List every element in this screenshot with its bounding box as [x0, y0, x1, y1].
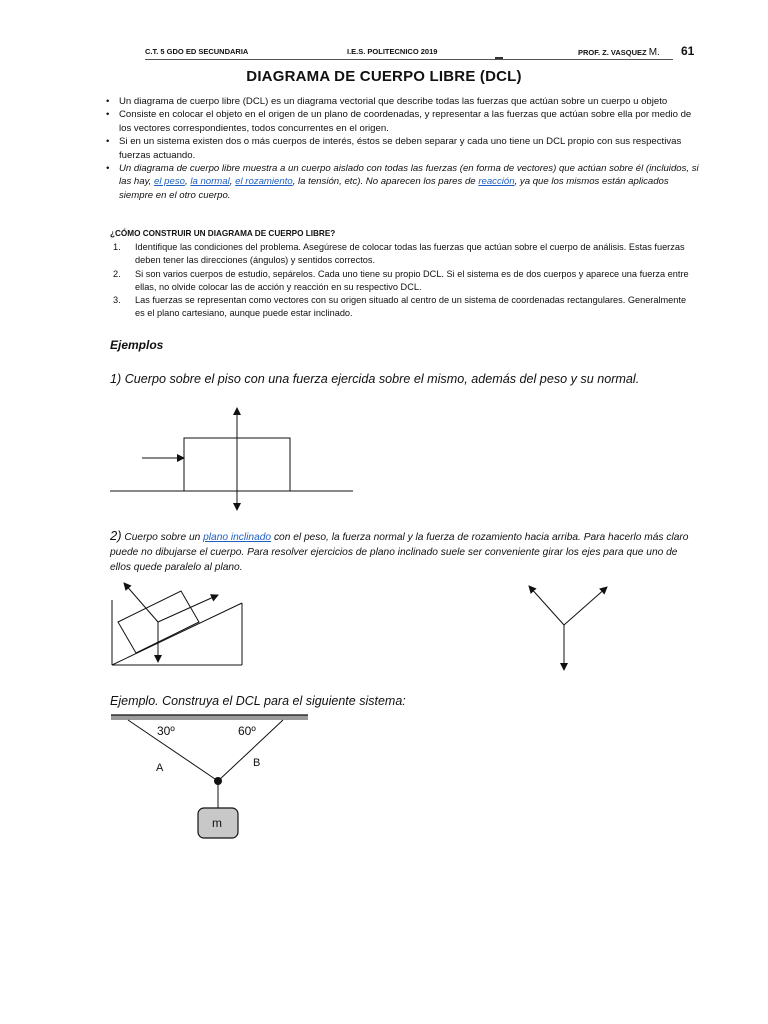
- incline-surface: [112, 603, 242, 665]
- example-2-part: con el peso, la fuerza normal y la fuerza de rozamiento hacia arriba. Para hacerlo más claro puede no dibujarse el cuerpo. Para resolver ejercicios de plano inclinado suele ser conveniente girar los ejes para que uno de ellos quede paralelo al plano.: [110, 532, 689, 573]
- ceiling: [111, 715, 308, 720]
- header-institute: I.E.S. POLITECNICO 2019: [347, 47, 438, 56]
- link-reaccion[interactable]: reacción: [478, 176, 515, 188]
- angle-b-label: 60º: [238, 724, 256, 738]
- bullet-text: Un diagrama de cuerpo libre muestra a un cuerpo aislado con todas las fuerzas (en forma de vectores) que actúan sobre él (incluidos, si las hay,: [119, 163, 699, 188]
- examples-heading: Ejemplos: [110, 338, 164, 352]
- page-title: DIAGRAMA DE CUERPO LIBRE (DCL): [246, 68, 522, 85]
- header-teacher-initial: M.: [648, 47, 660, 58]
- knot: [214, 777, 222, 785]
- figure-fbd-axes: [529, 586, 607, 670]
- figure-suspended-mass: [111, 715, 308, 838]
- link-la-normal[interactable]: la normal: [190, 176, 230, 188]
- angle-a-label: 30º: [157, 724, 175, 738]
- link-el-rozamiento[interactable]: el rozamiento: [235, 176, 293, 188]
- page-number: 61: [681, 44, 695, 58]
- header-school: C.T. 5 GDO ED SECUNDARIA: [145, 47, 249, 56]
- example-2-number: 2): [110, 528, 122, 543]
- example-3-text: Ejemplo. Construya el DCL para el siguiente sistema:: [110, 694, 406, 708]
- bullet-item: • Consiste en colocar el objeto en el origen de un plano de coordenadas, y representar a las fuerzas que actúan sobre ella por medio de los vectores correspondientes, todos concurrentes en el origen.: [110, 108, 700, 135]
- link-plano-inclinado[interactable]: plano inclinado: [203, 532, 272, 543]
- bullet-text: , la tensión, etc). No aparecen los pares de: [292, 176, 479, 188]
- rope-b-label: B: [253, 757, 261, 769]
- header-teacher-name: PROF. Z. VASQUEZ: [578, 48, 647, 57]
- friction-arrow: [158, 595, 218, 622]
- mass-label: m: [212, 816, 222, 830]
- how-to-heading: ¿CÓMO CONSTRUIR UN DIAGRAMA DE CUERPO LIBRE?: [110, 229, 336, 238]
- step-text: Si son varios cuerpos de estudio, sepárelos. Cada uno tiene su propio DCL. Si el sistema es de dos cuerpos y aparece una fuerza entre ellas, no olvide colocar las de acción y reacción en su respectivo DCL.: [135, 268, 689, 292]
- step-text: Identifique las condiciones del problema. Asegúrese de colocar todas las fuerzas que actúan sobre el cuerpo de análisis. Estas fuerzas deben tener las direcciones (ángulos) y sentidos correctos.: [135, 242, 685, 266]
- figure-inclined-plane: [112, 583, 242, 665]
- separator: ,: [184, 176, 191, 188]
- bullet-item: • Un diagrama de cuerpo libre (DCL) es un diagrama vectorial que describe todas las fuerzas que actúan sobre un cuerpo u objeto: [110, 95, 700, 108]
- normal-vector-arrow: [529, 586, 564, 625]
- friction-vector-arrow: [564, 587, 607, 625]
- bullet-item: • Si en un sistema existen dos o más cuerpos de interés, éstos se deben separar y cada uno tiene un DCL propio con sus respectivas fuerzas actuando.: [110, 135, 700, 162]
- example-2-part: Cuerpo sobre un: [121, 532, 204, 543]
- figure-block-on-floor: [110, 408, 353, 510]
- rope-a-label: A: [156, 762, 164, 774]
- bullet-text: , ya que los mismos están aplicados siempre en el otro cuerpo.: [119, 176, 669, 201]
- step-number: 1.: [113, 242, 121, 252]
- link-el-peso[interactable]: el peso: [154, 176, 185, 188]
- separator: ,: [229, 176, 236, 188]
- step-text: Las fuerzas se representan como vectores con su origen situado al centro de un sistema de coordenadas rectangulares. Generalmente es el plano cartesiano, aunque puede estar inclinado.: [135, 295, 687, 319]
- example-1-text: 1) Cuerpo sobre el piso con una fuerza ejercida sobre el mismo, además del peso y su normal.: [110, 372, 640, 386]
- step-number: 3.: [113, 295, 121, 306]
- step-number: 2.: [113, 268, 121, 279]
